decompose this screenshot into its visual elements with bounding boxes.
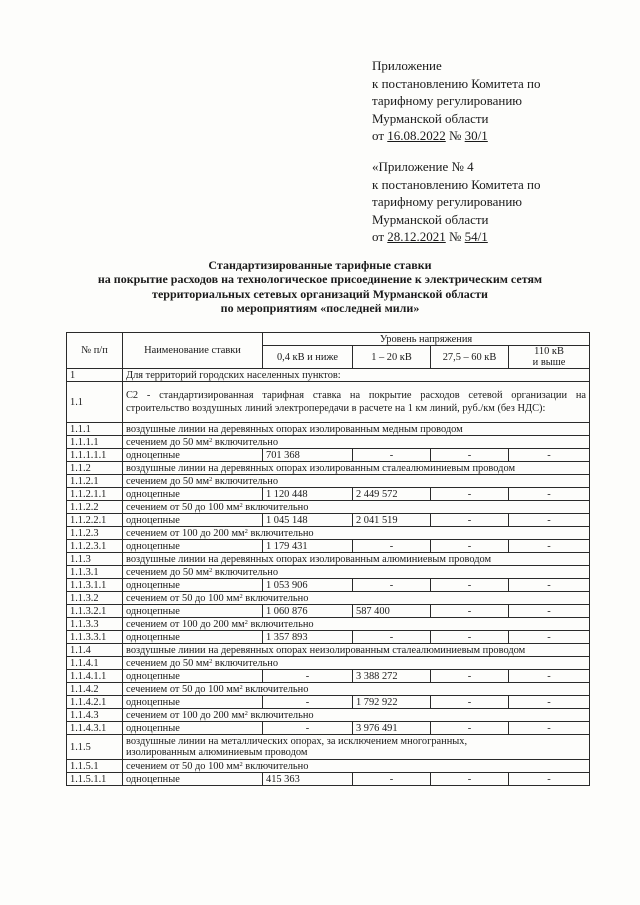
row-num: 1.1.2.3.1 [67, 540, 123, 553]
value-voltage-2: 2 041 519 [353, 514, 431, 527]
row-description [123, 501, 590, 514]
row-num: 1.1.2.3 [67, 527, 123, 540]
appendix-line: Мурманской области [372, 211, 489, 227]
value-voltage-3: - [431, 631, 509, 644]
appendix-line: Приложение [372, 58, 442, 73]
row-description [123, 475, 590, 488]
row-num: 1.1.1.1.1 [67, 449, 123, 462]
row-description-text: сечением от 50 до 100 мм [126, 501, 240, 513]
row-num: 1.1.2.2.1 [67, 514, 123, 527]
row-description-tail: включительно [247, 527, 314, 539]
appendix-line: «Приложение № 4 [372, 159, 474, 174]
row-description-text: воздушные линии на деревянных опорах неизолированным сталеалюминиевым проводом [126, 644, 526, 656]
value-voltage-3: - [431, 722, 509, 735]
row-description-tail: включительно [212, 657, 279, 669]
appendix-number: 54/1 [464, 229, 488, 244]
value-voltage-1: - [263, 670, 353, 683]
value-voltage-4: - [509, 579, 590, 592]
row-num: 1.1.3.2 [67, 592, 123, 605]
value-voltage-3: - [431, 540, 509, 553]
value-voltage-1: 1 120 448 [263, 488, 353, 501]
value-voltage-3: - [431, 579, 509, 592]
number-prefix: № [445, 229, 465, 244]
row-description [123, 618, 590, 631]
appendix-line: тарифному регулированию [372, 194, 523, 209]
tariff-c2-description: С2 - стандартизированная тарифная ставка на покрытие расходов сетевой организации на строительство воздушных линий электропередачи в расчете на 1 км линий, руб./км (без НДС): [123, 382, 590, 423]
row-description-line: изолированным алюминиевым проводом [126, 747, 308, 758]
value-voltage-2: 3 976 491 [353, 722, 431, 735]
date-prefix: от [372, 128, 388, 143]
row-num: 1.1.5.1.1 [67, 773, 123, 786]
appendix-original-header [372, 158, 541, 246]
table-row [67, 709, 590, 722]
row-name: одноцепные [123, 722, 263, 735]
header-voltage-2: 1 – 20 кВ [353, 346, 431, 369]
header-voltage-level: Уровень напряжения [263, 333, 590, 346]
table-row [67, 566, 590, 579]
row-description-tail: включительно [212, 566, 279, 578]
appendix-date-line [372, 127, 541, 145]
row-name: одноцепные [123, 579, 263, 592]
row-description-text: сечением от 100 до 200 мм [126, 527, 245, 539]
table-row [67, 579, 590, 592]
appendix-line: к постановлению Комитета по [372, 176, 541, 192]
value-voltage-4: - [509, 514, 590, 527]
row-num: 1 [67, 369, 123, 382]
value-voltage-3: - [431, 488, 509, 501]
row-description [123, 553, 590, 566]
row-num: 1.1.4.1 [67, 657, 123, 670]
row-name: одноцепные [123, 514, 263, 527]
rates-table [66, 332, 590, 786]
row-description [123, 592, 590, 605]
row-num: 1.1.4.3.1 [67, 722, 123, 735]
row-num: 1.1.4.2 [67, 683, 123, 696]
value-voltage-1: 1 357 893 [263, 631, 353, 644]
table-row [67, 423, 590, 436]
row-description-line: воздушные линии на металлических опорах, за исключением многогранных, [126, 736, 468, 747]
table-row [67, 683, 590, 696]
row-description [123, 683, 590, 696]
value-voltage-4: - [509, 488, 590, 501]
row-description-text: воздушные линии на деревянных опорах изолированным медным проводом [126, 423, 463, 435]
row-description-text: сечением до 50 мм [126, 566, 210, 578]
title-line: на покрытие расходов на технологическое присоединение к электрическим сетям [97, 272, 543, 287]
row-description [123, 657, 590, 670]
value-voltage-4: - [509, 670, 590, 683]
value-voltage-2: 1 792 922 [353, 696, 431, 709]
table-row [67, 592, 590, 605]
row-description-tail: включительно [212, 475, 279, 487]
header-voltage-4-line: 110 кВ [534, 346, 564, 357]
section-row [67, 369, 590, 382]
row-description-text: сечением до 50 мм [126, 657, 210, 669]
appendix-line: Мурманской области [372, 110, 489, 126]
row-name: одноцепные [123, 488, 263, 501]
value-voltage-1: 1 179 431 [263, 540, 353, 553]
appendix-header [372, 57, 541, 145]
value-voltage-2: - [353, 579, 431, 592]
value-voltage-4: - [509, 449, 590, 462]
row-description-text: воздушные линии на деревянных опорах изолированным алюминиевым проводом [126, 553, 492, 565]
value-voltage-2: - [353, 773, 431, 786]
document-title [30, 258, 610, 316]
appendix-date-line [372, 228, 541, 246]
superscript: 2 [244, 709, 248, 717]
row-num: 1.1.5.1 [67, 760, 123, 773]
value-voltage-3: - [431, 514, 509, 527]
table-row [67, 773, 590, 786]
row-description-tail: включительно [247, 618, 314, 630]
value-voltage-2: - [353, 449, 431, 462]
superscript: 2 [239, 501, 243, 509]
row-num: 1.1.1 [67, 423, 123, 436]
value-voltage-1: 701 368 [263, 449, 353, 462]
header-row [67, 333, 590, 346]
value-voltage-4: - [509, 722, 590, 735]
row-num: 1.1.3.3.1 [67, 631, 123, 644]
row-description-tail: включительно [247, 709, 314, 721]
table-row [67, 631, 590, 644]
row-description [123, 735, 590, 760]
superscript: 2 [209, 657, 213, 665]
row-name: одноцепные [123, 670, 263, 683]
header-name: Наименование ставки [123, 333, 263, 369]
table-row [67, 696, 590, 709]
table-row [67, 514, 590, 527]
value-voltage-1: 1 060 876 [263, 605, 353, 618]
table-row [67, 618, 590, 631]
row-num: 1.1.2 [67, 462, 123, 475]
superscript: 2 [209, 436, 213, 444]
value-voltage-3: - [431, 696, 509, 709]
value-voltage-3: - [431, 670, 509, 683]
value-voltage-2: 587 400 [353, 605, 431, 618]
row-description-text: сечением от 50 до 100 мм [126, 760, 240, 772]
appendix-line: тарифному регулированию [372, 93, 523, 108]
header-num: № п/п [67, 333, 123, 369]
title-line: территориальных сетевых организаций Мурманской области [152, 286, 488, 301]
tariff-c2-row [67, 382, 590, 423]
table-row [67, 670, 590, 683]
row-description [123, 423, 590, 436]
row-description [123, 566, 590, 579]
superscript: 2 [244, 527, 248, 535]
table-row [67, 488, 590, 501]
title-line: Стандартизированные тарифные ставки [208, 258, 432, 272]
row-description-text: сечением от 50 до 100 мм [126, 683, 240, 695]
row-description-text: сечением до 50 мм [126, 436, 210, 448]
row-num: 1.1.3 [67, 553, 123, 566]
section-title: Для территорий городских населенных пунктов: [123, 369, 590, 382]
row-num: 1.1 [67, 382, 123, 423]
table-row [67, 553, 590, 566]
table-row [67, 527, 590, 540]
number-prefix: № [445, 128, 465, 143]
value-voltage-1: - [263, 696, 353, 709]
value-voltage-4: - [509, 605, 590, 618]
row-description [123, 527, 590, 540]
date-prefix: от [372, 229, 388, 244]
row-description [123, 760, 590, 773]
value-voltage-1: 1 045 148 [263, 514, 353, 527]
row-num: 1.1.4.3 [67, 709, 123, 722]
value-voltage-4: - [509, 696, 590, 709]
appendix-date: 16.08.2022 [387, 128, 446, 143]
value-voltage-3: - [431, 449, 509, 462]
value-voltage-2: - [353, 631, 431, 644]
table-row [67, 540, 590, 553]
value-voltage-1: - [263, 722, 353, 735]
header-voltage-4-line: и выше [532, 357, 566, 368]
table-row [67, 760, 590, 773]
value-voltage-4: - [509, 631, 590, 644]
row-description-text: воздушные линии на деревянных опорах изолированным сталеалюминиевым проводом [126, 462, 516, 474]
value-voltage-1: 1 053 906 [263, 579, 353, 592]
row-description-text: сечением от 100 до 200 мм [126, 618, 245, 630]
row-num: 1.1.3.1.1 [67, 579, 123, 592]
row-num: 1.1.3.2.1 [67, 605, 123, 618]
row-name: одноцепные [123, 540, 263, 553]
value-voltage-1: 415 363 [263, 773, 353, 786]
title-line: по мероприятиям «последней мили» [220, 301, 420, 316]
value-voltage-2: 2 449 572 [353, 488, 431, 501]
row-num: 1.1.4.2.1 [67, 696, 123, 709]
value-voltage-3: - [431, 605, 509, 618]
row-description-text: сечением от 100 до 200 мм [126, 709, 245, 721]
superscript: 2 [209, 566, 213, 574]
row-description-tail: включительно [212, 436, 279, 448]
row-num: 1.1.4 [67, 644, 123, 657]
header-voltage-3: 27,5 – 60 кВ [431, 346, 509, 369]
row-description-tail: включительно [242, 683, 309, 695]
row-description [123, 436, 590, 449]
row-name: одноцепные [123, 696, 263, 709]
appendix-number: 30/1 [464, 128, 488, 143]
table-row [67, 501, 590, 514]
value-voltage-2: - [353, 540, 431, 553]
row-num: 1.1.3.3 [67, 618, 123, 631]
row-num: 1.1.2.1 [67, 475, 123, 488]
row-description-tail: включительно [242, 501, 309, 513]
header-voltage-1: 0,4 кВ и ниже [263, 346, 353, 369]
table-row [67, 644, 590, 657]
row-name: одноцепные [123, 773, 263, 786]
row-num: 1.1.5 [67, 735, 123, 760]
row-num: 1.1.2.1.1 [67, 488, 123, 501]
row-num: 1.1.1.1 [67, 436, 123, 449]
row-name: одноцепные [123, 449, 263, 462]
table-row [67, 436, 590, 449]
value-voltage-4: - [509, 773, 590, 786]
superscript: 2 [244, 618, 248, 626]
row-name: одноцепные [123, 605, 263, 618]
row-description-tail: включительно [242, 760, 309, 772]
row-num: 1.1.3.1 [67, 566, 123, 579]
header-voltage-4 [509, 346, 590, 369]
superscript: 2 [209, 475, 213, 483]
table-row [67, 735, 590, 760]
row-description [123, 462, 590, 475]
row-description-tail: включительно [242, 592, 309, 604]
table-row [67, 722, 590, 735]
superscript: 2 [239, 592, 243, 600]
row-description [123, 709, 590, 722]
row-description-text: сечением до 50 мм [126, 475, 210, 487]
appendix-date: 28.12.2021 [387, 229, 446, 244]
superscript: 2 [239, 683, 243, 691]
table-row [67, 657, 590, 670]
value-voltage-2: 3 388 272 [353, 670, 431, 683]
superscript: 2 [239, 760, 243, 768]
appendix-line: к постановлению Комитета по [372, 75, 541, 91]
table-row [67, 462, 590, 475]
row-num: 1.1.2.2 [67, 501, 123, 514]
table-row [67, 475, 590, 488]
row-description-text: сечением от 50 до 100 мм [126, 592, 240, 604]
row-num: 1.1.4.1.1 [67, 670, 123, 683]
table-row [67, 449, 590, 462]
table-row [67, 605, 590, 618]
value-voltage-3: - [431, 773, 509, 786]
row-description [123, 644, 590, 657]
row-name: одноцепные [123, 631, 263, 644]
value-voltage-4: - [509, 540, 590, 553]
